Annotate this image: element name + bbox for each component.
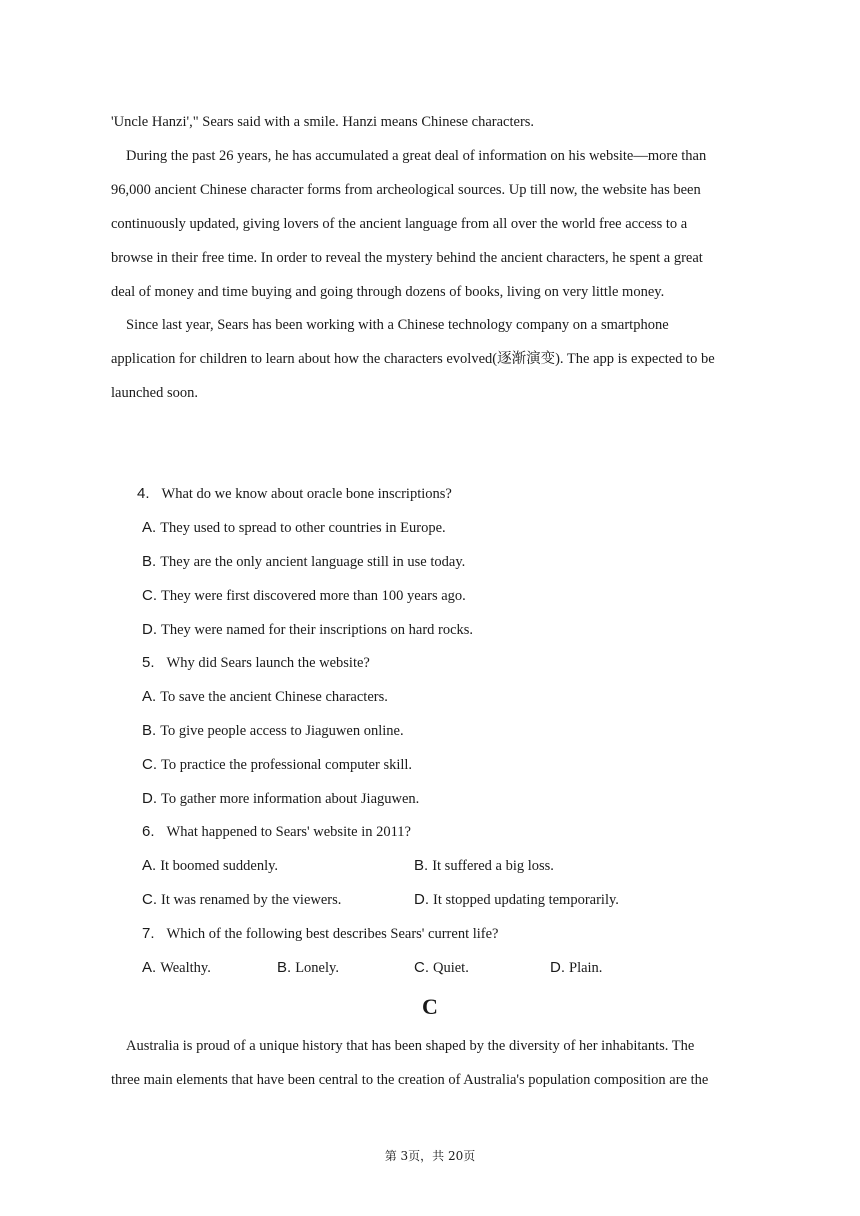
option-text: To save the ancient Chinese characters.	[160, 689, 388, 705]
option-letter: B.	[277, 959, 292, 976]
option-letter: D.	[550, 959, 565, 976]
option-letter: B.	[142, 722, 157, 739]
question-number: 4.	[137, 485, 150, 502]
option-text: They were named for their inscriptions on hard rocks.	[161, 622, 474, 638]
option-letter: D.	[142, 621, 157, 638]
question-number: 6.	[142, 823, 155, 840]
page-footer: 第 3页，共 20页	[384, 1149, 476, 1163]
option-text: It suffered a big loss.	[432, 858, 554, 874]
question-stem	[142, 653, 370, 673]
option-letter: A.	[142, 688, 157, 705]
option-letter: D.	[142, 790, 157, 807]
option-c	[142, 890, 341, 910]
option-d	[550, 958, 602, 978]
option-letter: C.	[142, 891, 157, 908]
option-b	[277, 958, 339, 978]
option-letter: A.	[142, 519, 157, 536]
option-a	[142, 687, 388, 707]
question-text: What do we know about oracle bone inscriptions?	[161, 486, 452, 502]
option-text: They were first discovered more than 100 years ago.	[161, 588, 466, 604]
option-text: It stopped updating temporarily.	[433, 892, 619, 908]
question-text: Why did Sears launch the website?	[166, 655, 370, 671]
option-a	[142, 958, 211, 978]
question-number: 7.	[142, 925, 155, 942]
option-c	[142, 586, 466, 606]
option-letter: C.	[142, 756, 157, 773]
passage-line: deal of money and time buying and going through dozens of books, living on very little money.	[111, 284, 665, 300]
option-text: To practice the professional computer skill.	[161, 757, 413, 773]
section-heading: C	[422, 994, 438, 1019]
option-letter: D.	[414, 891, 429, 908]
option-b	[142, 721, 404, 741]
option-a	[142, 518, 446, 538]
passage-line: application for children to learn about how the characters evolved(逐渐演变). The app is expected to be	[111, 351, 715, 367]
option-d	[142, 620, 473, 640]
option-d	[414, 890, 619, 910]
question-stem	[142, 822, 411, 842]
question-text: What happened to Sears' website in 2011?	[166, 824, 411, 840]
question-number: 5.	[142, 654, 155, 671]
question-stem	[142, 924, 499, 944]
option-letter: A.	[142, 959, 157, 976]
question-text: Which of the following best describes Sears' current life?	[166, 926, 499, 942]
passage-line: three main elements that have been central to the creation of Australia's population composition are the	[111, 1072, 709, 1088]
option-text: Plain.	[569, 960, 603, 976]
option-text: Lonely.	[295, 960, 339, 976]
question-stem	[137, 484, 452, 504]
option-text: To give people access to Jiaguwen online.	[160, 723, 404, 739]
passage-line: 96,000 ancient Chinese character forms from archeological sources. Up till now, the website has been	[111, 182, 701, 198]
option-letter: C.	[414, 959, 429, 976]
option-b	[414, 856, 554, 876]
passage-line: Australia is proud of a unique history that has been shaped by the diversity of her inhabitants. The	[126, 1038, 695, 1054]
option-b	[142, 552, 465, 572]
passage-line: browse in their free time. In order to reveal the mystery behind the ancient characters, he spent a great	[111, 250, 703, 266]
option-letter: B.	[414, 857, 429, 874]
option-text: They are the only ancient language still in use today.	[160, 554, 466, 570]
option-text: They used to spread to other countries in Europe.	[160, 520, 446, 536]
passage-line: launched soon.	[111, 385, 198, 401]
passage-line: continuously updated, giving lovers of the ancient language from all over the world free access to a	[111, 216, 688, 232]
passage-line: Since last year, Sears has been working with a Chinese technology company on a smartphone	[126, 317, 669, 333]
option-text: Wealthy.	[160, 960, 211, 976]
option-d	[142, 789, 419, 809]
option-text: Quiet.	[433, 960, 469, 976]
option-letter: C.	[142, 587, 157, 604]
passage-line: During the past 26 years, he has accumulated a great deal of information on his website—more than	[126, 148, 707, 164]
option-text: It boomed suddenly.	[160, 858, 279, 874]
passage-line: 'Uncle Hanzi'," Sears said with a smile. Hanzi means Chinese characters.	[111, 114, 535, 130]
option-c	[414, 958, 469, 978]
option-letter: B.	[142, 553, 157, 570]
option-a	[142, 856, 278, 876]
option-c	[142, 755, 412, 775]
option-letter: A.	[142, 857, 157, 874]
option-text: It was renamed by the viewers.	[161, 892, 342, 908]
option-text: To gather more information about Jiaguwen.	[161, 791, 420, 807]
